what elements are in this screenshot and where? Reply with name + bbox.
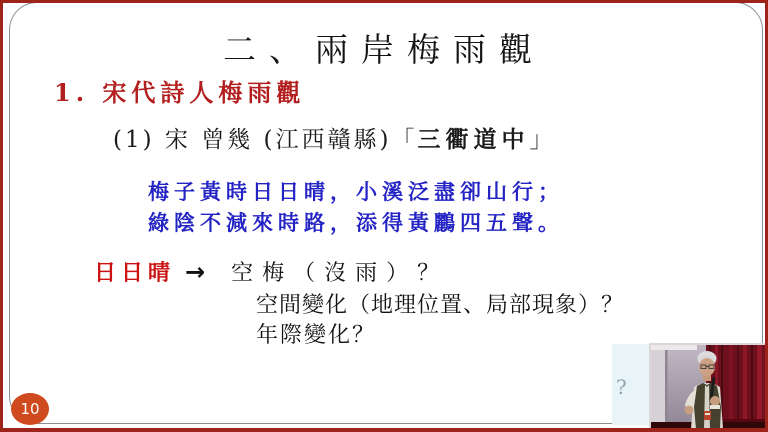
analysis-line-1 [94,256,448,287]
question-2: 空間變化（地理位置、局部現象）？ [256,293,625,318]
poem-source-line [113,121,555,154]
poem-text [148,176,564,238]
page-number-badge [11,393,49,425]
question-1: 空梅（沒雨）？ [231,261,449,286]
highlighted-term: 日日晴 [94,260,176,286]
arrow-icon: → [185,258,206,286]
question-3: 年際變化？ [256,323,377,348]
presenter-video-overlay[interactable] [649,343,768,431]
section-heading: 1. 宋代詩人梅雨觀 [54,78,306,107]
presenter-scene [651,345,768,429]
poem-line-2: 綠陰不減來時路，添得黃鸝四五聲。 [148,210,564,235]
poem-source-prefix: (1) 宋 曾幾 (江西贛縣)「 [113,127,418,153]
poem-source-suffix: 」 [529,127,556,153]
poem-work-title: 三衢道中 [417,126,530,153]
faint-question-mark: ? [616,375,627,399]
page-number: 10 [20,400,40,418]
poem-line-1: 梅子黃時日日晴，小溪泛盡卻山行； [148,179,564,204]
slide-title: 二、兩岸梅雨觀 [223,30,545,69]
